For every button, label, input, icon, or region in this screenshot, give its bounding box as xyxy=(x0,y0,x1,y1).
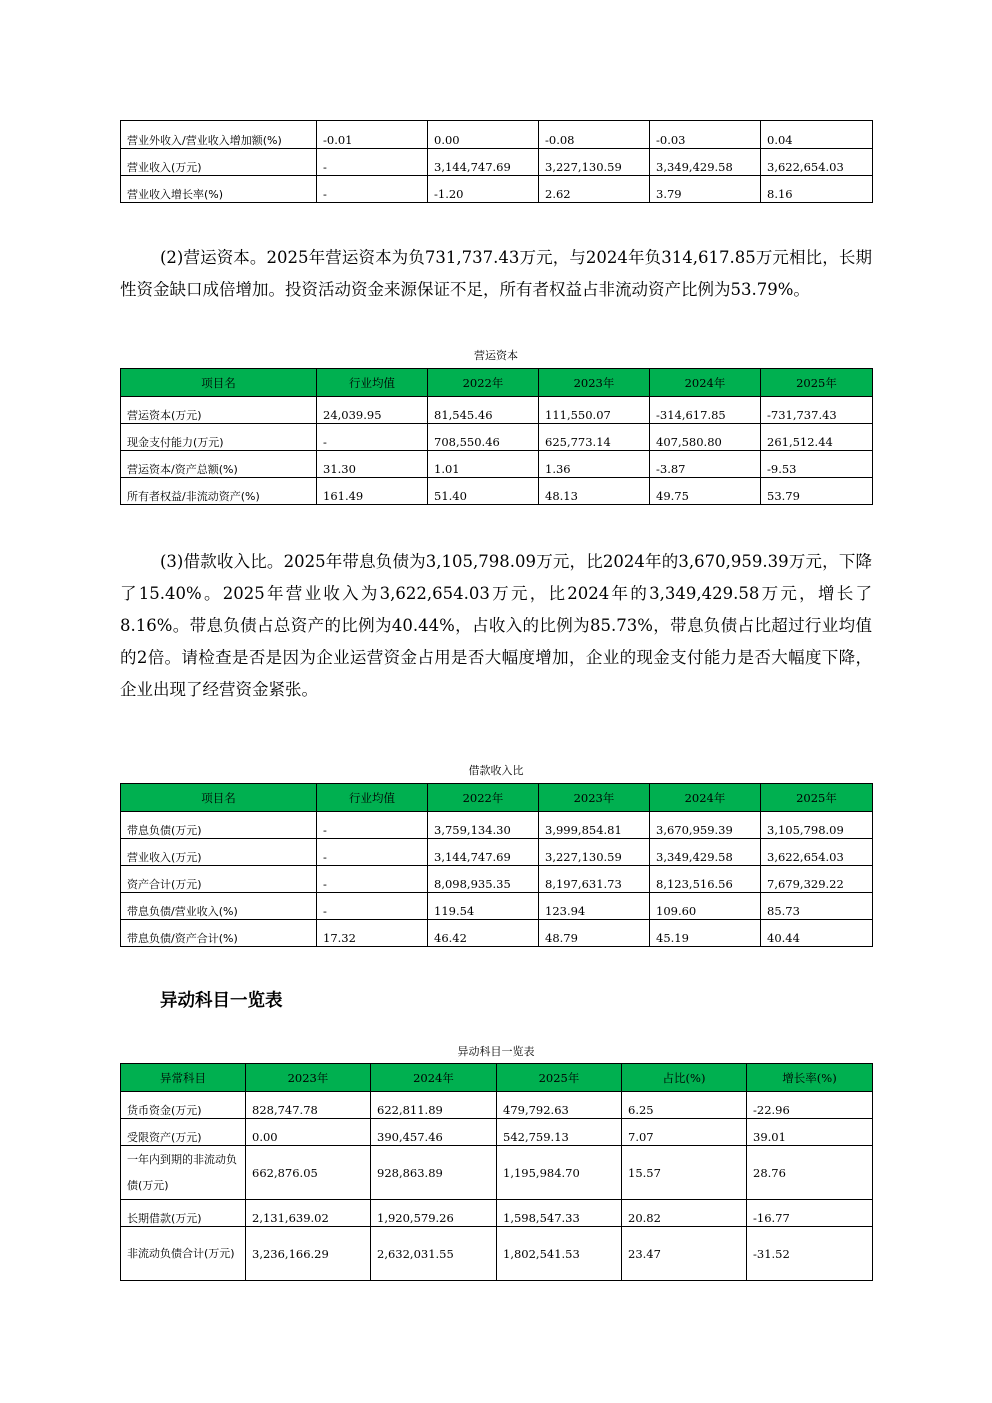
table-cell: 3,227,130.59 xyxy=(539,149,650,176)
table-cell: 0.04 xyxy=(761,121,873,149)
table-cell: 40.44 xyxy=(761,920,873,947)
table-cell: 3,105,798.09 xyxy=(761,812,873,839)
table-cell: 2,131,639.02 xyxy=(246,1200,371,1227)
table-cell: 625,773.14 xyxy=(539,424,650,451)
column-header: 占比(%) xyxy=(622,1064,747,1092)
table-cell: 51.40 xyxy=(428,478,539,505)
table-cell: 3,622,654.03 xyxy=(761,149,873,176)
table-cell: 23.47 xyxy=(622,1227,747,1281)
row-label: 带息负债/营业收入(%) xyxy=(121,893,317,920)
table-cell: 3,349,429.58 xyxy=(650,149,761,176)
column-header: 行业均值 xyxy=(317,369,428,397)
table-cell: - xyxy=(317,839,428,866)
table-cell: 390,457.46 xyxy=(371,1119,497,1146)
table-cell: 3,227,130.59 xyxy=(539,839,650,866)
row-label: 受限资产(万元) xyxy=(121,1119,246,1146)
row-label: 营运资本(万元) xyxy=(121,397,317,424)
column-header: 2023年 xyxy=(539,784,650,812)
table-cell: 24,039.95 xyxy=(317,397,428,424)
table-cell: 1.36 xyxy=(539,451,650,478)
column-header: 2024年 xyxy=(650,784,761,812)
table-cell: 48.13 xyxy=(539,478,650,505)
table-cell: -0.08 xyxy=(539,121,650,149)
table-cell: - xyxy=(317,866,428,893)
table-cell: -3.87 xyxy=(650,451,761,478)
table-row xyxy=(121,920,873,947)
column-header: 2023年 xyxy=(539,369,650,397)
table-cell: -31.52 xyxy=(747,1227,873,1281)
table-cell: 1,598,547.33 xyxy=(497,1200,622,1227)
table-cell: 1,195,984.70 xyxy=(497,1146,622,1200)
table-cell: -16.77 xyxy=(747,1200,873,1227)
table-cell: 407,580.80 xyxy=(650,424,761,451)
table-cell: 622,811.89 xyxy=(371,1092,497,1119)
table-row xyxy=(121,121,873,149)
table-cell: 0.00 xyxy=(428,121,539,149)
row-label: 货币资金(万元) xyxy=(121,1092,246,1119)
table-row xyxy=(121,1146,873,1200)
row-label: 资产合计(万元) xyxy=(121,866,317,893)
table-cell: -1.20 xyxy=(428,176,539,203)
table-row xyxy=(121,1119,873,1146)
table-cell: 7.07 xyxy=(622,1119,747,1146)
table-cell: 3,759,134.30 xyxy=(428,812,539,839)
table-row xyxy=(121,839,873,866)
table-cell: 119.54 xyxy=(428,893,539,920)
table-header-row xyxy=(121,784,873,812)
row-label: 营业收入增长率(%) xyxy=(121,176,317,203)
table-row xyxy=(121,424,873,451)
table-cell: 3,349,429.58 xyxy=(650,839,761,866)
column-header: 2024年 xyxy=(650,369,761,397)
table-cell: 479,792.63 xyxy=(497,1092,622,1119)
column-header: 2023年 xyxy=(246,1064,371,1092)
table-cell: 662,876.05 xyxy=(246,1146,371,1200)
row-label: 非流动负债合计(万元) xyxy=(121,1227,246,1281)
row-label: 营业收入(万元) xyxy=(121,149,317,176)
borrowing-paragraph: (3)借款收入比。2025年带息负债为3,105,798.09万元，比2024年的3,670,959.39万元，下降了15.40%。2025年营业收入为3,622,654.03万元，比2024年的3,349,429.58万元，增长了8.16%。带息负债占总资产的比例为40.44%，占收入的比例为85.73%，带息负债占比超过行业均值的2倍。请检查是否是因为企业运营资金占用是否大幅度增加，企业的现金支付能力是否大幅度下降，企业出现了经营资金紧张。 xyxy=(120,552,872,699)
section-heading: 异动科目一览表 xyxy=(160,991,283,1011)
column-header: 2022年 xyxy=(428,369,539,397)
table-row xyxy=(121,1092,873,1119)
anomaly-caption: 异动科目一览表 xyxy=(457,1045,535,1058)
table-cell: - xyxy=(317,893,428,920)
table-row xyxy=(121,893,873,920)
column-header: 增长率(%) xyxy=(747,1064,873,1092)
table-cell: 8,123,516.56 xyxy=(650,866,761,893)
column-header: 项目名 xyxy=(121,784,317,812)
borrowing-table xyxy=(120,783,873,947)
table-cell: 3,622,654.03 xyxy=(761,839,873,866)
column-header: 2025年 xyxy=(761,784,873,812)
table-cell: 708,550.46 xyxy=(428,424,539,451)
table-cell: - xyxy=(317,176,428,203)
column-header: 2022年 xyxy=(428,784,539,812)
table-cell: 20.82 xyxy=(622,1200,747,1227)
table-row xyxy=(121,1200,873,1227)
row-label: 带息负债/资产合计(%) xyxy=(121,920,317,947)
table-cell: 49.75 xyxy=(650,478,761,505)
table-row xyxy=(121,478,873,505)
table-row xyxy=(121,812,873,839)
table-cell: 3,236,166.29 xyxy=(246,1227,371,1281)
table-cell: 85.73 xyxy=(761,893,873,920)
table-cell: 3,144,747.69 xyxy=(428,839,539,866)
table-cell: 3,144,747.69 xyxy=(428,149,539,176)
table-cell: -9.53 xyxy=(761,451,873,478)
table-cell: 45.19 xyxy=(650,920,761,947)
table-header-row xyxy=(121,369,873,397)
row-label: 长期借款(万元) xyxy=(121,1200,246,1227)
column-header: 2025年 xyxy=(497,1064,622,1092)
table-cell: 7,679,329.22 xyxy=(761,866,873,893)
table-cell: 15.57 xyxy=(622,1146,747,1200)
table-cell: - xyxy=(317,424,428,451)
table-cell: 2,632,031.55 xyxy=(371,1227,497,1281)
column-header: 2025年 xyxy=(761,369,873,397)
table-cell: 542,759.13 xyxy=(497,1119,622,1146)
borrowing-caption: 借款收入比 xyxy=(468,764,524,777)
working-capital-table xyxy=(120,368,873,505)
table-row xyxy=(121,866,873,893)
table-cell: 17.32 xyxy=(317,920,428,947)
row-label: 营运资本/资产总额(%) xyxy=(121,451,317,478)
column-header: 项目名 xyxy=(121,369,317,397)
table-cell: 3,670,959.39 xyxy=(650,812,761,839)
table-cell: 8,197,631.73 xyxy=(539,866,650,893)
table-cell: 3.79 xyxy=(650,176,761,203)
table-cell: 828,747.78 xyxy=(246,1092,371,1119)
table-cell: -0.03 xyxy=(650,121,761,149)
row-label: 所有者权益/非流动资产(%) xyxy=(121,478,317,505)
column-header: 异常科目 xyxy=(121,1064,246,1092)
table-cell: 53.79 xyxy=(761,478,873,505)
table-cell: 8,098,935.35 xyxy=(428,866,539,893)
row-label: 现金支付能力(万元) xyxy=(121,424,317,451)
table-cell: 46.42 xyxy=(428,920,539,947)
table-cell: -22.96 xyxy=(747,1092,873,1119)
table-cell: 261,512.44 xyxy=(761,424,873,451)
column-header: 行业均值 xyxy=(317,784,428,812)
table-cell: - xyxy=(317,812,428,839)
table-cell: 111,550.07 xyxy=(539,397,650,424)
row-label: 营业收入(万元) xyxy=(121,839,317,866)
table-cell: 28.76 xyxy=(747,1146,873,1200)
row-label: 营业外收入/营业收入增加额(%) xyxy=(121,121,317,149)
table-cell: 1.01 xyxy=(428,451,539,478)
table-cell: 1,802,541.53 xyxy=(497,1227,622,1281)
table-cell: 31.30 xyxy=(317,451,428,478)
table-row xyxy=(121,397,873,424)
table-cell: -314,617.85 xyxy=(650,397,761,424)
anomaly-table xyxy=(120,1063,873,1281)
table-cell: 109.60 xyxy=(650,893,761,920)
working-capital-caption: 营运资本 xyxy=(474,349,518,362)
table-cell: - xyxy=(317,149,428,176)
table-row xyxy=(121,176,873,203)
table-cell: 0.00 xyxy=(246,1119,371,1146)
table-cell: 1,920,579.26 xyxy=(371,1200,497,1227)
table-row xyxy=(121,149,873,176)
table-cell: 8.16 xyxy=(761,176,873,203)
table-cell: 928,863.89 xyxy=(371,1146,497,1200)
column-header: 2024年 xyxy=(371,1064,497,1092)
table-cell: 81,545.46 xyxy=(428,397,539,424)
table-cell: -731,737.43 xyxy=(761,397,873,424)
table-cell: 6.25 xyxy=(622,1092,747,1119)
table-cell: 48.79 xyxy=(539,920,650,947)
table-row xyxy=(121,451,873,478)
table-header-row xyxy=(121,1064,873,1092)
table-cell: 2.62 xyxy=(539,176,650,203)
working-capital-paragraph: (2)营运资本。2025年营运资本为负731,737.43万元，与2024年负314,617.85万元相比，长期性资金缺口成倍增加。投资活动资金来源保证不足，所有者权益占非流动资产比例为53.79%。 xyxy=(120,248,872,299)
row-label: 一年内到期的非流动负债(万元) xyxy=(121,1146,246,1200)
revenue-table xyxy=(120,120,873,203)
table-cell: 39.01 xyxy=(747,1119,873,1146)
row-label: 带息负债(万元) xyxy=(121,812,317,839)
table-cell: 3,999,854.81 xyxy=(539,812,650,839)
table-cell: 161.49 xyxy=(317,478,428,505)
table-cell: 123.94 xyxy=(539,893,650,920)
table-cell: -0.01 xyxy=(317,121,428,149)
table-row xyxy=(121,1227,873,1281)
